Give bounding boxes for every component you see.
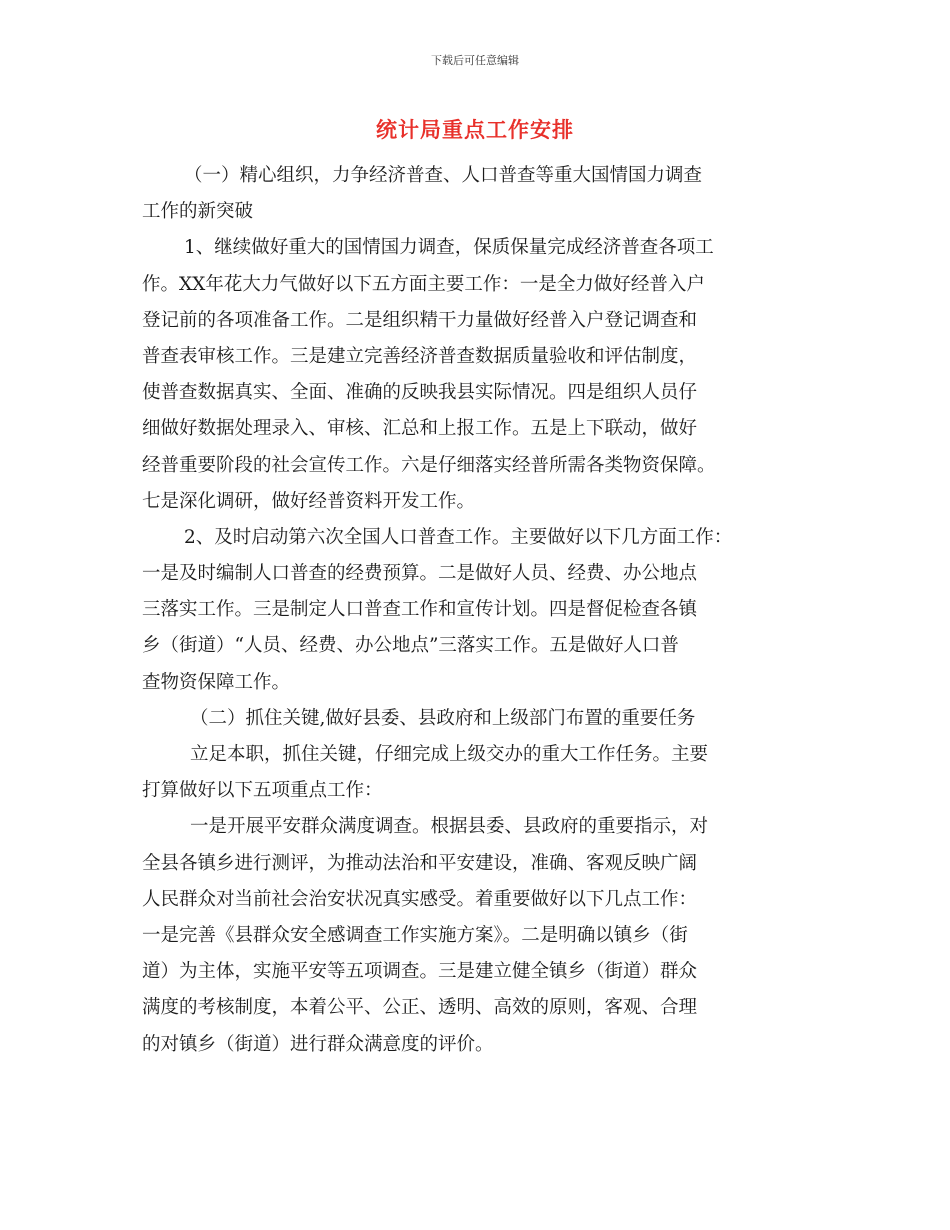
text-line: 作。XX年花大力气做好以下五方面主要工作：一是全力做好经普入户 [142,273,705,295]
text-line: 登记前的各项准备工作。二是组织精干力量做好经普入户登记调查和 [142,309,698,331]
text-line: （一）精心组织，力争经济普查、人口普查等重大国情国力调查 [184,165,703,186]
header-note: 下载后可任意编辑 [431,54,519,67]
text-line: 三落实工作。三是制定人口普查工作和宣传计划。四是督促检查各镇 [142,599,698,621]
document-body [142,158,814,1063]
text-line: 一是及时编制人口普查的经费预算。二是做好人员、经费、办公地点 [142,563,698,585]
text-line: 使普查数据真实、全面、准确的反映我县实际情况。四是组织人员仔 [142,382,698,404]
text-line: 立足本职，抓住关键，仔细完成上级交办的重大工作任务。主要 [190,744,709,765]
text-line: 人民群众对当前社会治安状况真实感受。着重要做好以下几点工作： [142,888,698,910]
text-line: 全县各镇乡进行测评，为推动法治和平安建设，准确、客观反映广阔 [142,852,698,874]
text-line: 一是开展平安群众满度调查。根据县委、县政府的重要指示，对 [190,816,709,838]
text-line: 一是完善《县群众安全感调查工作实施方案》。二是明确以镇乡（街 [142,924,688,946]
text-line: 2、及时启动第六次全国人口普查工作。主要做好以下几方面工作： [184,526,733,548]
text-line: 1、继续做好重大的国情国力调查，保质保量完成经济普查各项工 [184,237,714,259]
text-line: 道）为主体，实施平安等五项调查。三是建立健全镇乡（街道）群众 [142,961,698,983]
text-line: 满度的考核制度，本着公平、公正、透明、高效的原则，客观、合理 [142,997,698,1019]
document-title: 统计局重点工作安排 [376,118,574,142]
text-line: 的对镇乡（街道）进行群众满意度的评价。 [142,1033,494,1055]
text-line: （二）抓住关键,做好县委、县政府和上级部门布置的重要任务 [190,707,696,729]
text-line: 乡（街道）“人员、经费、办公地点”三落实工作。五是做好人口普 [142,635,679,657]
text-line: 经普重要阶段的社会宣传工作。六是仔细落实经普所需各类物资保障。 [142,454,716,476]
text-line: 打算做好以下五项重点工作： [142,780,383,802]
text-line: 普查表审核工作。三是建立完善经济普查数据质量验收和评估制度， [142,345,698,367]
text-line: 工作的新突破 [142,201,254,223]
text-line: 细做好数据处理录入、审核、汇总和上报工作。五是上下联动，做好 [142,418,698,440]
text-line: 七是深化调研，做好经普资料开发工作。 [142,490,476,512]
text-line: 查物资保障工作。 [142,671,291,693]
